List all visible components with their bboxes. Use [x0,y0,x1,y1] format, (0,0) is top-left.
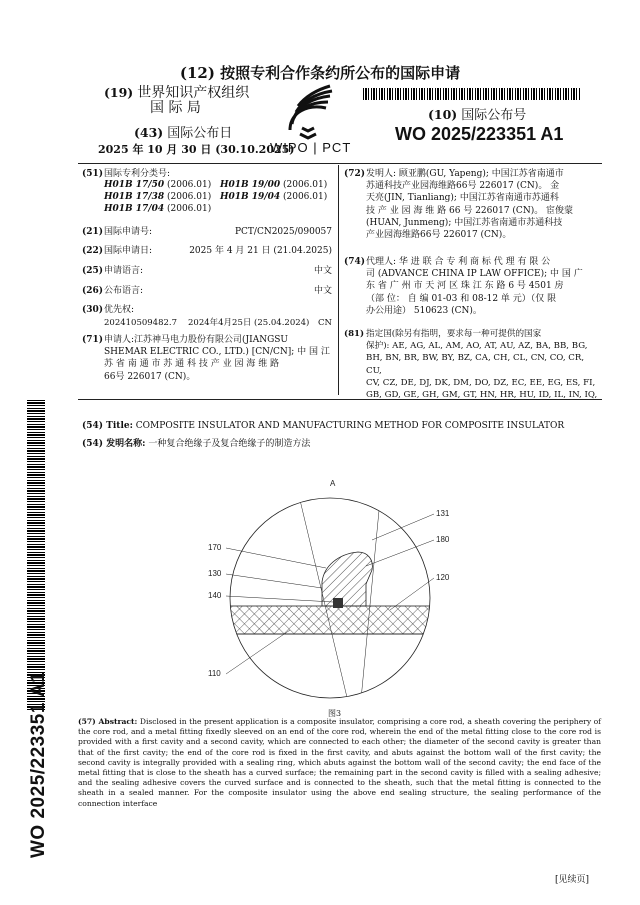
publication-number: WO 2025/223351 A1 [395,124,564,144]
pubdate-label: 国际公布日 [167,126,233,141]
pubdate-value: 2025 年 10 月 30 日 (30.10.2025) [98,143,295,156]
class-1: H01B 17/50 (2006.01) [104,180,212,190]
abstract: (57) Abstract: Disclosed in the present application is a composite insulator, comprising a core rod, a sheath covering the periphery of the core rod, and a metal fitting fixedly sleeved on an end of the core rod, wherein the end of the metal fitting close to the core rod is provided with a first cavity and a second cavity, which are connected to each other; the diameter of the second cavity is greater than that of the first cavity; the end of the core rod is fixed in the first cavity, and abuts against the bottom wall of the first cavity; the second cavity is integrally provided with a sealing ring, which abuts against the bottom wall of the second cavity; the end face of the metal fitting that is close to the sheath has a curved surface; the remaining part in the second cavity is filled with a sealing adhesive; and the sealing adhesive covers the curved surface and is connected to the sheath, such that the metal fitting is connected to the sheath in a sealed manner. For the composite insulator using the above end sealing structure, the sealing performance of the connection interface [78,717,601,808]
pubno-label: 国际公布号 [461,108,527,123]
title-zh: (54) 发明名称: 一种复合绝缘子及复合绝缘子的制造方法 [82,439,311,449]
ref-110: 110 [208,669,221,678]
detail-label: A [330,479,336,488]
barcode [363,88,581,100]
sealing-ring [333,598,343,608]
column-divider [338,165,339,395]
class-2: H01B 19/00 (2006.01) [220,180,328,190]
wipo-logo [268,82,352,162]
class-3: H01B 17/38 (2006.01) [104,192,212,202]
fields-rule [78,399,602,400]
org-name: 世界知识产权组织 [137,85,250,101]
document-type-title: (12) 按照专利合作条约所公布的国际申请 [179,64,461,82]
logo-text: WIPO | PCT [270,140,352,155]
core-rod [220,606,450,634]
ref-140: 140 [208,591,222,600]
ref-180: 180 [436,535,450,544]
ref-131: 131 [436,509,450,518]
side-publication-number: WO 2025/223351 A1 [28,671,49,858]
class-4: H01B 19/04 (2006.01) [220,192,328,202]
ref-120: 120 [436,573,450,582]
side-barcode [27,398,45,710]
pubdate-label-block [134,125,232,141]
org-subname: 国 际 局 [150,100,201,116]
ref-130: 130 [208,569,222,578]
patent-figure [190,470,480,720]
org-code: (19) [104,85,134,100]
org-block [104,85,249,101]
priority-row: 202410509482.7 2024年4月25日 (25.04.2024) CN [104,318,332,328]
ref-170: 170 [208,543,222,552]
pubno-label-block [428,107,526,123]
pubdate-code: (43) [134,125,164,140]
figure-caption: 图3 [328,709,342,718]
pubno-code: (10) [428,107,458,122]
continue-marker: [见续页] [555,875,590,885]
header-rule [78,163,602,164]
class-5: H01B 17/04 (2006.01) [104,204,212,214]
title-en: (54) Title: COMPOSITE INSULATOR AND MANUFACTURING METHOD FOR COMPOSITE INSULATOR [82,421,565,431]
sheath-section [322,552,372,606]
